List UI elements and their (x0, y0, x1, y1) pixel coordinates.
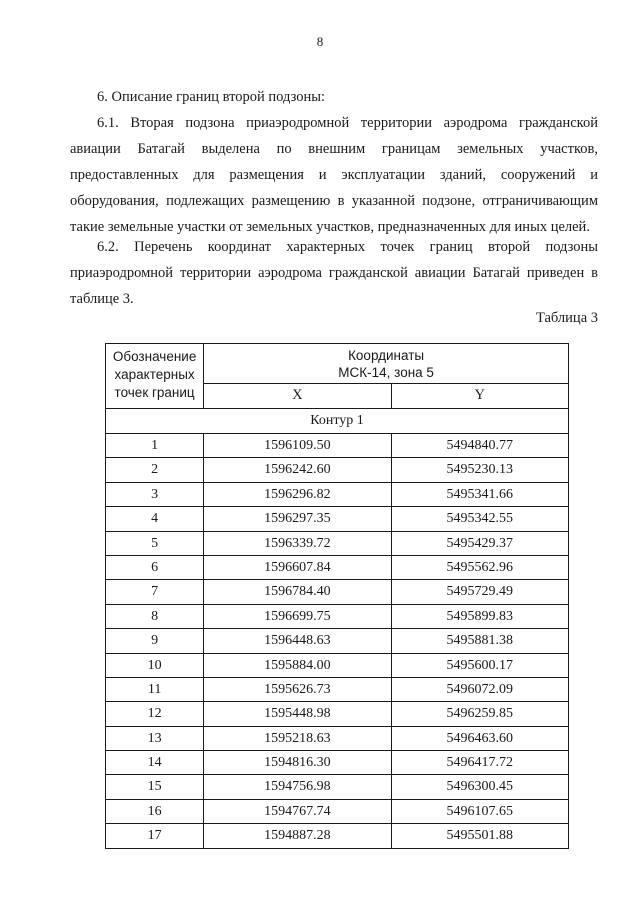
table-row (106, 677, 569, 701)
y-cell: 5495341.66 (391, 482, 568, 506)
table-row (106, 507, 569, 531)
x-cell: 1595218.63 (204, 726, 391, 750)
y-cell: 5495429.37 (391, 531, 568, 555)
x-cell: 1596109.50 (204, 434, 391, 458)
y-cell: 5494840.77 (391, 434, 568, 458)
header-point-line: Обозначение (112, 349, 197, 364)
table-row (106, 726, 569, 750)
y-cell: 5496072.09 (391, 677, 568, 701)
x-cell: 1595626.73 (204, 677, 391, 701)
point-cell: 14 (106, 751, 204, 775)
table-row (106, 555, 569, 579)
point-cell: 9 (106, 629, 204, 653)
table-row (106, 434, 569, 458)
y-cell: 5496107.65 (391, 799, 568, 823)
contour-row (106, 409, 569, 434)
point-cell: 3 (106, 482, 204, 506)
table-row (106, 580, 569, 604)
x-cell: 1594767.74 (204, 799, 391, 823)
table-row (106, 604, 569, 628)
point-cell: 8 (106, 604, 204, 628)
table-row (106, 751, 569, 775)
point-cell: 12 (106, 702, 204, 726)
x-cell: 1596296.82 (204, 482, 391, 506)
point-cell: 1 (106, 434, 204, 458)
point-cell: 13 (106, 726, 204, 750)
x-cell: 1594887.28 (204, 824, 391, 848)
y-cell: 5495230.13 (391, 458, 568, 482)
table-row (106, 653, 569, 677)
page-number: 8 (316, 34, 324, 49)
y-cell: 5496417.72 (391, 751, 568, 775)
header-coordinates-system: МСК-14, зона 5 (338, 364, 434, 380)
y-cell: 5495881.38 (391, 629, 568, 653)
point-cell: 17 (106, 824, 204, 848)
point-cell: 15 (106, 775, 204, 799)
y-cell: 5495501.88 (391, 824, 568, 848)
point-cell: 10 (106, 653, 204, 677)
table-row (106, 629, 569, 653)
y-cell: 5495342.55 (391, 507, 568, 531)
y-cell: 5495562.96 (391, 555, 568, 579)
table-row (106, 799, 569, 823)
y-cell: 5496259.85 (391, 702, 568, 726)
contour-label: Контур 1 (106, 409, 569, 434)
point-cell: 4 (106, 507, 204, 531)
x-cell: 1596607.84 (204, 555, 391, 579)
x-cell: 1595884.00 (204, 653, 391, 677)
coordinates-table (105, 343, 569, 849)
header-x: X (204, 384, 391, 409)
x-cell: 1596784.40 (204, 580, 391, 604)
header-coordinates-title: Координаты (348, 347, 425, 363)
y-cell: 5495600.17 (391, 653, 568, 677)
table-row (106, 531, 569, 555)
table-caption: Таблица 3 (535, 310, 598, 326)
y-cell: 5495729.49 (391, 580, 568, 604)
y-cell: 5496463.60 (391, 726, 568, 750)
header-point-line: точек границ (114, 385, 195, 400)
table-row (106, 702, 569, 726)
table-row (106, 482, 569, 506)
header-point-line: характерных (114, 367, 195, 382)
point-cell: 16 (106, 799, 204, 823)
paragraph-6-1: 6.1. Вторая подзона приаэродромной территории аэродрома гражданской авиации Батагай выделена по внешним границам земельных участков, предоставленных для размещения и эксплуатации зданий, сооружений и оборудования, подлежащих размещению в указанной подзоне, отграничивающим такие земельные участки от земельных участков, предназначенных для иных целей. (70, 115, 598, 235)
x-cell: 1595448.98 (204, 702, 391, 726)
x-cell: 1596242.60 (204, 458, 391, 482)
point-cell: 7 (106, 580, 204, 604)
header-point-designation (106, 344, 204, 409)
section-heading: 6. Описание границ второй подзоны: (97, 89, 325, 105)
y-cell: 5496300.45 (391, 775, 568, 799)
header-y: Y (391, 384, 568, 409)
x-cell: 1594756.98 (204, 775, 391, 799)
x-cell: 1596339.72 (204, 531, 391, 555)
point-cell: 2 (106, 458, 204, 482)
table-row (106, 824, 569, 848)
table-row (106, 775, 569, 799)
point-cell: 6 (106, 555, 204, 579)
x-cell: 1594816.30 (204, 751, 391, 775)
table-body (106, 409, 569, 849)
x-cell: 1596448.63 (204, 629, 391, 653)
x-cell: 1596297.35 (204, 507, 391, 531)
x-cell: 1596699.75 (204, 604, 391, 628)
paragraph-6-2: 6.2. Перечень координат характерных точек границ второй подзоны приаэродромной территории аэродрома гражданской авиации Батагай приведен в таблице 3. (70, 239, 598, 307)
y-cell: 5495899.83 (391, 604, 568, 628)
table-row (106, 458, 569, 482)
header-coordinates (204, 344, 569, 384)
point-cell: 11 (106, 677, 204, 701)
point-cell: 5 (106, 531, 204, 555)
